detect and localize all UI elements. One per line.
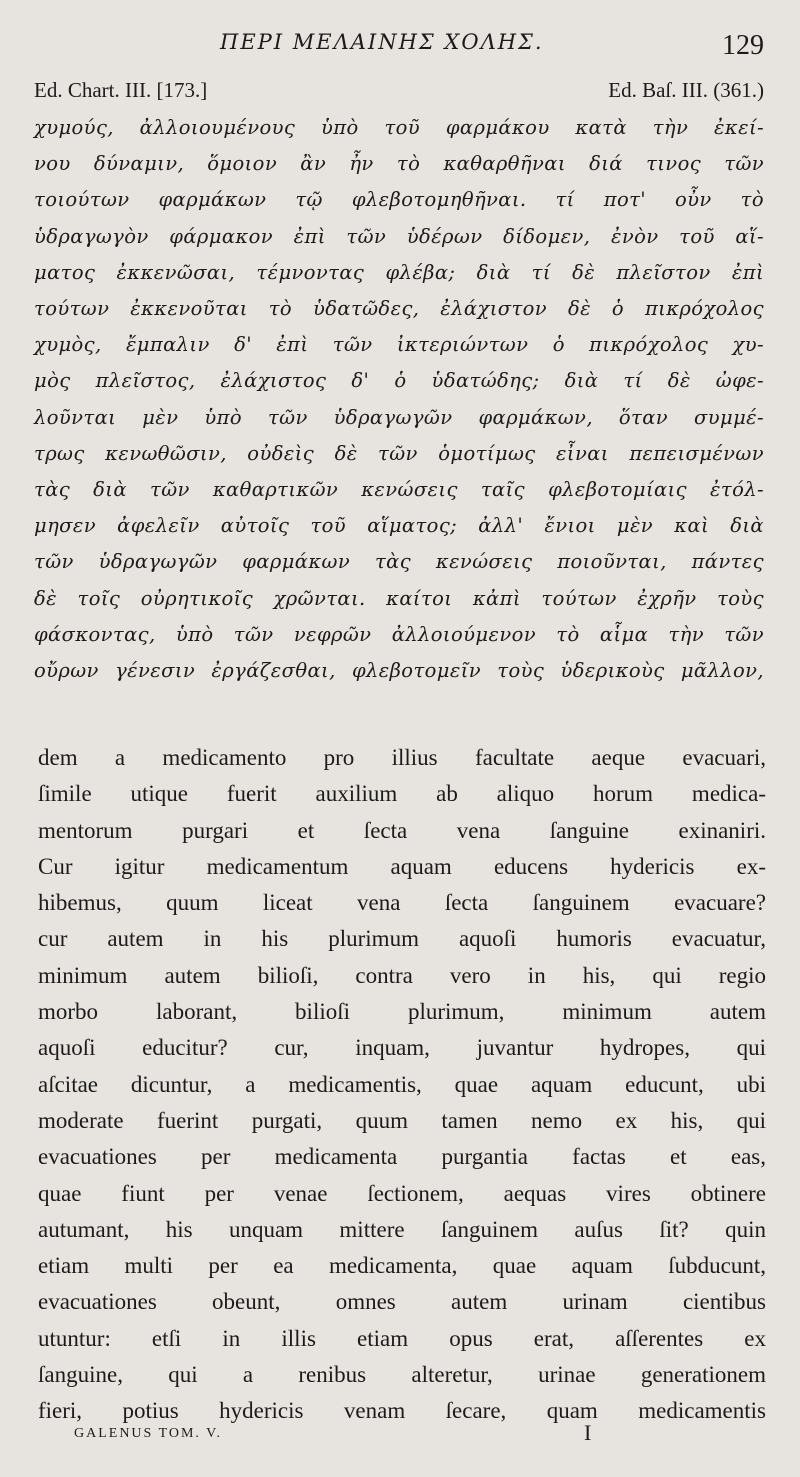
greek-line: τῶν ὑδραγωγῶν φαρμάκων τὰς κενώσεις ποιοῦνται, πάντες xyxy=(34,550,764,574)
page-number: 129 xyxy=(722,30,764,61)
edition-basel-reference: Ed. Baſ. III. (361.) xyxy=(608,78,764,102)
latin-line: etiam multi per ea medicamenta, quae aquam ſubducunt, xyxy=(38,1253,766,1279)
latin-line: utuntur: etſi in illis etiam opus erat, aſſerentes ex xyxy=(38,1325,766,1351)
latin-line: ſimile utique fuerit auxilium ab aliquo horum medica- xyxy=(38,781,766,807)
greek-line: ματος ἐκκενῶσαι, τέμνοντας φλέβα; διὰ τί δὲ πλεῖστον ἐπὶ xyxy=(34,260,764,284)
greek-line: νου δύναμιν, ὅμοιον ἂν ἦν τὸ καθαρθῆναι διά τινος τῶν xyxy=(34,152,764,176)
greek-line: λοῦνται μὲν ὑπὸ τῶν ὑδραγωγῶν φαρμάκων, ὅταν συμμέ- xyxy=(34,405,764,429)
greek-line: οὔρων γένεσιν ἐργάζεσθαι, φλεβοτομεῖν τοὺς ὑδερικοὺς μᾶλλον, xyxy=(34,659,764,683)
edition-chart-reference: Ed. Chart. III. [173.] xyxy=(34,78,208,102)
greek-line: ὑδραγωγὸν φάρμακον ἐπὶ τῶν ὑδέρων δίδομεν, ἐνὸν τοῦ αἵ- xyxy=(34,224,764,248)
latin-line: evacuationes obeunt, omnes autem urinam cientibus xyxy=(38,1289,766,1315)
latin-line: moderate fuerint purgati, quum tamen nemo ex his, qui xyxy=(38,1107,766,1133)
greek-text-block xyxy=(34,110,764,689)
sheet-mark: I xyxy=(584,1420,592,1445)
greek-line: μησεν ἀφελεῖν αὐτοῖς τοῦ αἵματος; ἀλλ' ἔνιοι μὲν καὶ διὰ xyxy=(34,514,764,538)
latin-line: hibemus, quum liceat vena ſecta ſanguinem evacuare? xyxy=(38,890,766,916)
latin-line: fieri, potius hydericis venam ſecare, quam medicamentis xyxy=(38,1398,766,1424)
latin-line: ſanguine, qui a renibus alteretur, urinae generationem xyxy=(38,1362,766,1388)
latin-text-block xyxy=(38,740,766,1430)
running-head xyxy=(0,28,800,68)
latin-line: cur autem in his plurimum aquoſi humoris evacuatur, xyxy=(38,926,766,952)
page-footer xyxy=(74,1420,634,1450)
latin-line: aſcitae dicuntur, a medicamentis, quae aquam educunt, ubi xyxy=(38,1071,766,1097)
latin-line: dem a medicamento pro illius facultate aeque evacuari, xyxy=(38,745,766,770)
latin-line: mentorum purgari et ſecta vena ſanguine exinaniri. xyxy=(38,817,766,843)
greek-line: χυμὸς, ἔμπαλιν δ' ἐπὶ τῶν ἰκτεριώντων ὁ πικρόχολος χυ- xyxy=(34,333,764,357)
latin-line: morbo laborant, bilioſi plurimum, minimum autem xyxy=(38,999,766,1025)
greek-line: τὰς διὰ τῶν καθαρτικῶν κενώσεις ταῖς φλεβοτομίαις ἐτόλ- xyxy=(34,478,764,502)
volume-signature: GALENUS TOM. V. xyxy=(74,1426,222,1441)
latin-line: autumant, his unquam mittere ſanguinem auſus ſit? quin xyxy=(38,1216,766,1242)
greek-line: μὸς πλεῖστος, ἐλάχιστος δ' ὁ ὑδατώδης; διὰ τί δὲ ὠφε- xyxy=(34,369,764,393)
greek-line: δὲ τοῖς οὐρητικοῖς χρῶνται. καίτοι κἀπὶ τούτων ἐχρῆν τοὺς xyxy=(34,586,764,610)
latin-line: aquoſi educitur? cur, inquam, juvantur hydropes, qui xyxy=(38,1035,766,1061)
page-title: ΠΕΡΙ ΜΕΛΑΙΝΗΣ ΧΟΛΗΣ. xyxy=(220,30,544,54)
greek-line: τοιούτων φαρμάκων τῷ φλεβοτομηθῆναι. τί ποτ' οὖν τὸ xyxy=(34,188,764,212)
latin-line: evacuationes per medicamenta purgantia factas et eas, xyxy=(38,1144,766,1170)
latin-line: minimum autem bilioſi, contra vero in his, qui regio xyxy=(38,962,766,988)
greek-line: χυμούς, ἀλλοιουμένους ὑπὸ τοῦ φαρμάκου κατὰ τὴν ἐκεί- xyxy=(34,116,764,139)
greek-line: τρως κενωθῶσιν, οὐδεὶς δὲ τῶν ὁμοτίμως εἶναι πεπεισμένων xyxy=(34,441,764,465)
greek-line: φάσκοντας, ὑπὸ τῶν νεφρῶν ἀλλοιούμενον τὸ αἷμα τὴν τῶν xyxy=(34,622,764,646)
greek-line: τούτων ἐκκενοῦται τὸ ὑδατῶδες, ἐλάχιστον δὲ ὁ πικρόχολος xyxy=(34,297,764,321)
latin-line: Cur igitur medicamentum aquam educens hydericis ex- xyxy=(38,853,766,879)
latin-line: quae fiunt per venae ſectionem, aequas vires obtinere xyxy=(38,1180,766,1206)
